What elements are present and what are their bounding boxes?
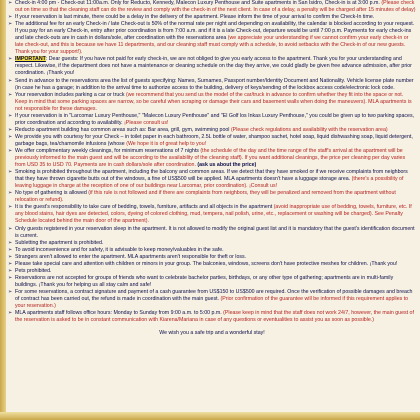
rule-item <box>8 56 416 77</box>
rule-text: To avoid inconvenience and for safety, it is advisable to keep money/valuables in the safe. <box>15 246 224 253</box>
rule-text: (We hope it is of great help to you! <box>126 140 207 147</box>
rule-item <box>8 289 416 310</box>
rule-item <box>8 190 416 204</box>
rule-text: Reservations are not accepted for groups of friends who want to celebrate bachelor parties, birthdays, or any other type of gathering; apartments are in multi-family buildings. ¡Thank you for helping us all stay calm and safe! <box>15 274 394 288</box>
rule-item <box>8 261 416 268</box>
rule-item <box>8 92 416 113</box>
rule-item <box>8 275 416 289</box>
rule-item <box>8 21 416 56</box>
rule-text: Please take special care and attention with children or minors in your group. The balconies, windows, screens don't have protective meshes for children. ¡Thank you! <box>15 260 398 267</box>
rule-text: Subletting the apartment is prohibited. <box>15 239 104 246</box>
rules-list <box>8 0 416 324</box>
rule-text: (Please keep in mind that the staff does not work 24/7, however, the main guest of the reservation is asked to be in constant communication with Kiarena/Mariana in case of any questions or eventualities to assist you as soon as possible.) <box>15 310 414 324</box>
rule-text: (Please check regulations and availability with the reservation area) <box>230 126 388 133</box>
rule-text: (if this rule is not followed and if there are complaints from neighbors, they will be penalized and removed from the apartment without relocation or refund). <box>15 190 396 204</box>
house-rules-document <box>8 0 416 410</box>
rule-item <box>8 0 416 14</box>
rule-text: (the schedule of the day and the time range of the staff's arrival at the apartment will be previously informed to the main guest and will be according to the availability of the cleaning staff). If you want additional cleanings, the price per cleaning per day varies from USD 35 to USD 70. Payments are in cash dollars/sole after coordination. <box>15 147 406 169</box>
closing-message <box>8 330 416 337</box>
rule-text: We offer complimentary weekly cleanings, for minimum reservations of 7 nights <box>15 147 201 154</box>
rule-item <box>8 134 416 148</box>
rule-item <box>8 113 416 127</box>
rule-text: (there's a possibility of leaving luggage in charge at the reception of one of our buildings near Larcomar, prior coordination). ¡Consult us! <box>15 176 404 190</box>
rule-text: It is the guest's responsibility to take care of bedding, towels, furniture, artifacts and all objects in the apartment <box>15 204 274 211</box>
rule-text: For some reservations, a contract signature and payment of a cash guarantee from US$150 to US$500 are required. Once the verification of possible damages and breach of contract has been carried out, the refund is made in coordination with the main guest. <box>15 288 413 302</box>
rule-item <box>8 148 416 169</box>
rule-text: (avoid inappropriate use of bedding, towels, furniture, etc. If any blood stains, hair dyes are detected, colors, dyeing of colored clothing, mud, tempera, nail polish, urine, etc., replacement or washing will be charged). See Penalty Schedule located behind the main door of the apartment). <box>15 204 412 225</box>
rule-text: Pets prohibited. <box>15 267 52 274</box>
rule-item <box>8 226 416 240</box>
rule-item <box>8 268 416 275</box>
rule-text: Strangers aren't allowed to enter the apartment. MLA apartments aren't responsible for theft or loss. <box>15 253 247 260</box>
rule-text: No type of gathering is allowed <box>15 190 89 197</box>
rule-item <box>8 169 416 190</box>
rule-item <box>8 247 416 254</box>
rule-text: (ask us about the price) <box>195 162 257 169</box>
rule-text: Only guests registered in your reservation sleep in the apartment. It is not allowed to modify the original guest list and it is mandatory that the guest's identification document is current. <box>15 225 415 239</box>
rule-text: (Please check out on time so that the cleaning staff can do the review and comply with the check-in of the next client. In case of a delay, a penalty will be charged after 15 minutes of delay) <box>15 0 416 14</box>
rule-item <box>8 14 416 21</box>
rule-item <box>8 254 416 261</box>
rule-item <box>8 127 416 134</box>
rule-item <box>8 310 416 324</box>
rule-text: (we recommend that you send us the model of the car/truck in advance to confirm whether they fit into the space or not. Keep in mind that some parking spaces are narrow, so be careful when scraping or damage their cars and basement walls when doing the maneuvers). MLA apartments is not responsible for these damages. <box>15 91 412 112</box>
rule-text: If your reservation is last minute, there could be a delay in the delivery of the apartment. Please inform the time of your arrival to confirm the Check-In time. <box>15 14 375 21</box>
important-label: IMPORTANT <box>15 56 46 63</box>
rule-text: Smoking is prohibited throughout the apartment, including the balcony and common areas. If we detect that they have smoked or if we receive complaints from neighbors that they have thrown cigarette butts out of the windows, a fine of US$500 will be applied. MLA apartments doesn't have a luggage storage area. <box>15 169 408 183</box>
rule-text: The additional fee for an early Check-in / late Check-out is 50% of the normal rate per night and depending on availability, the calendar is blocked according to your request. If you pay for an early Check-in, entry after prior coordination is from 7:00 a.m. and if it is a late Check-out, departure would be until 7:00 p.m. Payments for early check-ins and late check-outs are in cash in dollars/sole, after coordination with the reservations area <box>15 21 415 42</box>
gold-border-left <box>0 0 6 420</box>
rule-text: (we appreciate your understanding if we cannot confirm your early check-in or late check-out, and this is because we have 11 departments, and our cleaning staff must comply with a schedule, to avoid setbacks with the Check-in of our new guests. Thank you for your support!). <box>15 35 409 56</box>
rule-text: : Dear guests: If you have not paid for early check-in, we are not obliged to give you early access to the apartment. Thank you for your understanding and respect. Likewise, if the department does not have a maintenance or cleaning schedule on the day they arrive, we could gladly be given free advance admission, after prior coordination. ¡Thank you! <box>15 56 412 77</box>
rule-text: If your reservation is in "Larcomar Luxury Penthouse," "Malecon Luxury Penthouse" and "El Golf los Inkas Luxury Penthouse," you could be given up to two parking spaces, prior coordination and according to availability. <box>15 112 415 126</box>
rule-text: Your reservation includes parking a car or truck <box>15 91 126 98</box>
rule-text: We provide you with courtesy for your Check – in toilet paper in each bathroom, 2.5L bottle of water, shampoo sachet, hotel soap, liquid dishwashing soap, liquid detergent, garbage bags, tea/chamomile infusions (whose <box>15 133 413 147</box>
rule-text: ¡Please consult us! <box>124 119 169 126</box>
rule-text: (Prior confirmation of the guarantee will be informed if this requirement applies to your reservation.) <box>15 295 409 310</box>
rule-text: Reducto apartment building has common areas such as: Bar area, grill, gym, swimming pool <box>15 126 231 133</box>
rule-item <box>8 78 416 92</box>
gold-border-bottom <box>0 412 420 420</box>
rule-text: MLA apartments staff follows office hours: Monday to Sunday from 9:00 a.m. to 5:00 p.m. <box>15 310 224 317</box>
rule-text: Check-in 4:00 pm - Check-out 11:00a.m. Only for Reducto, Kennedy, Malecon Luxury Penthouse and Suite apartments in San Isidro, Check-in is at 3:00 p.m. <box>15 0 382 6</box>
rule-text: Send in advance to the reservations area the list of guests specifying: Names, Surnames, Passport number/Identity Document and Nationality. Vehicle license plate number (in case he has a garage; in addition to the arrival time to authorize access to the building, delivery of keys/sending of the lockbox access code/electronic lock code. <box>15 77 414 91</box>
rule-item <box>8 240 416 247</box>
rule-item <box>8 204 416 225</box>
closing-text: We wish you a safe trip and a wonderful stay! <box>159 330 265 337</box>
